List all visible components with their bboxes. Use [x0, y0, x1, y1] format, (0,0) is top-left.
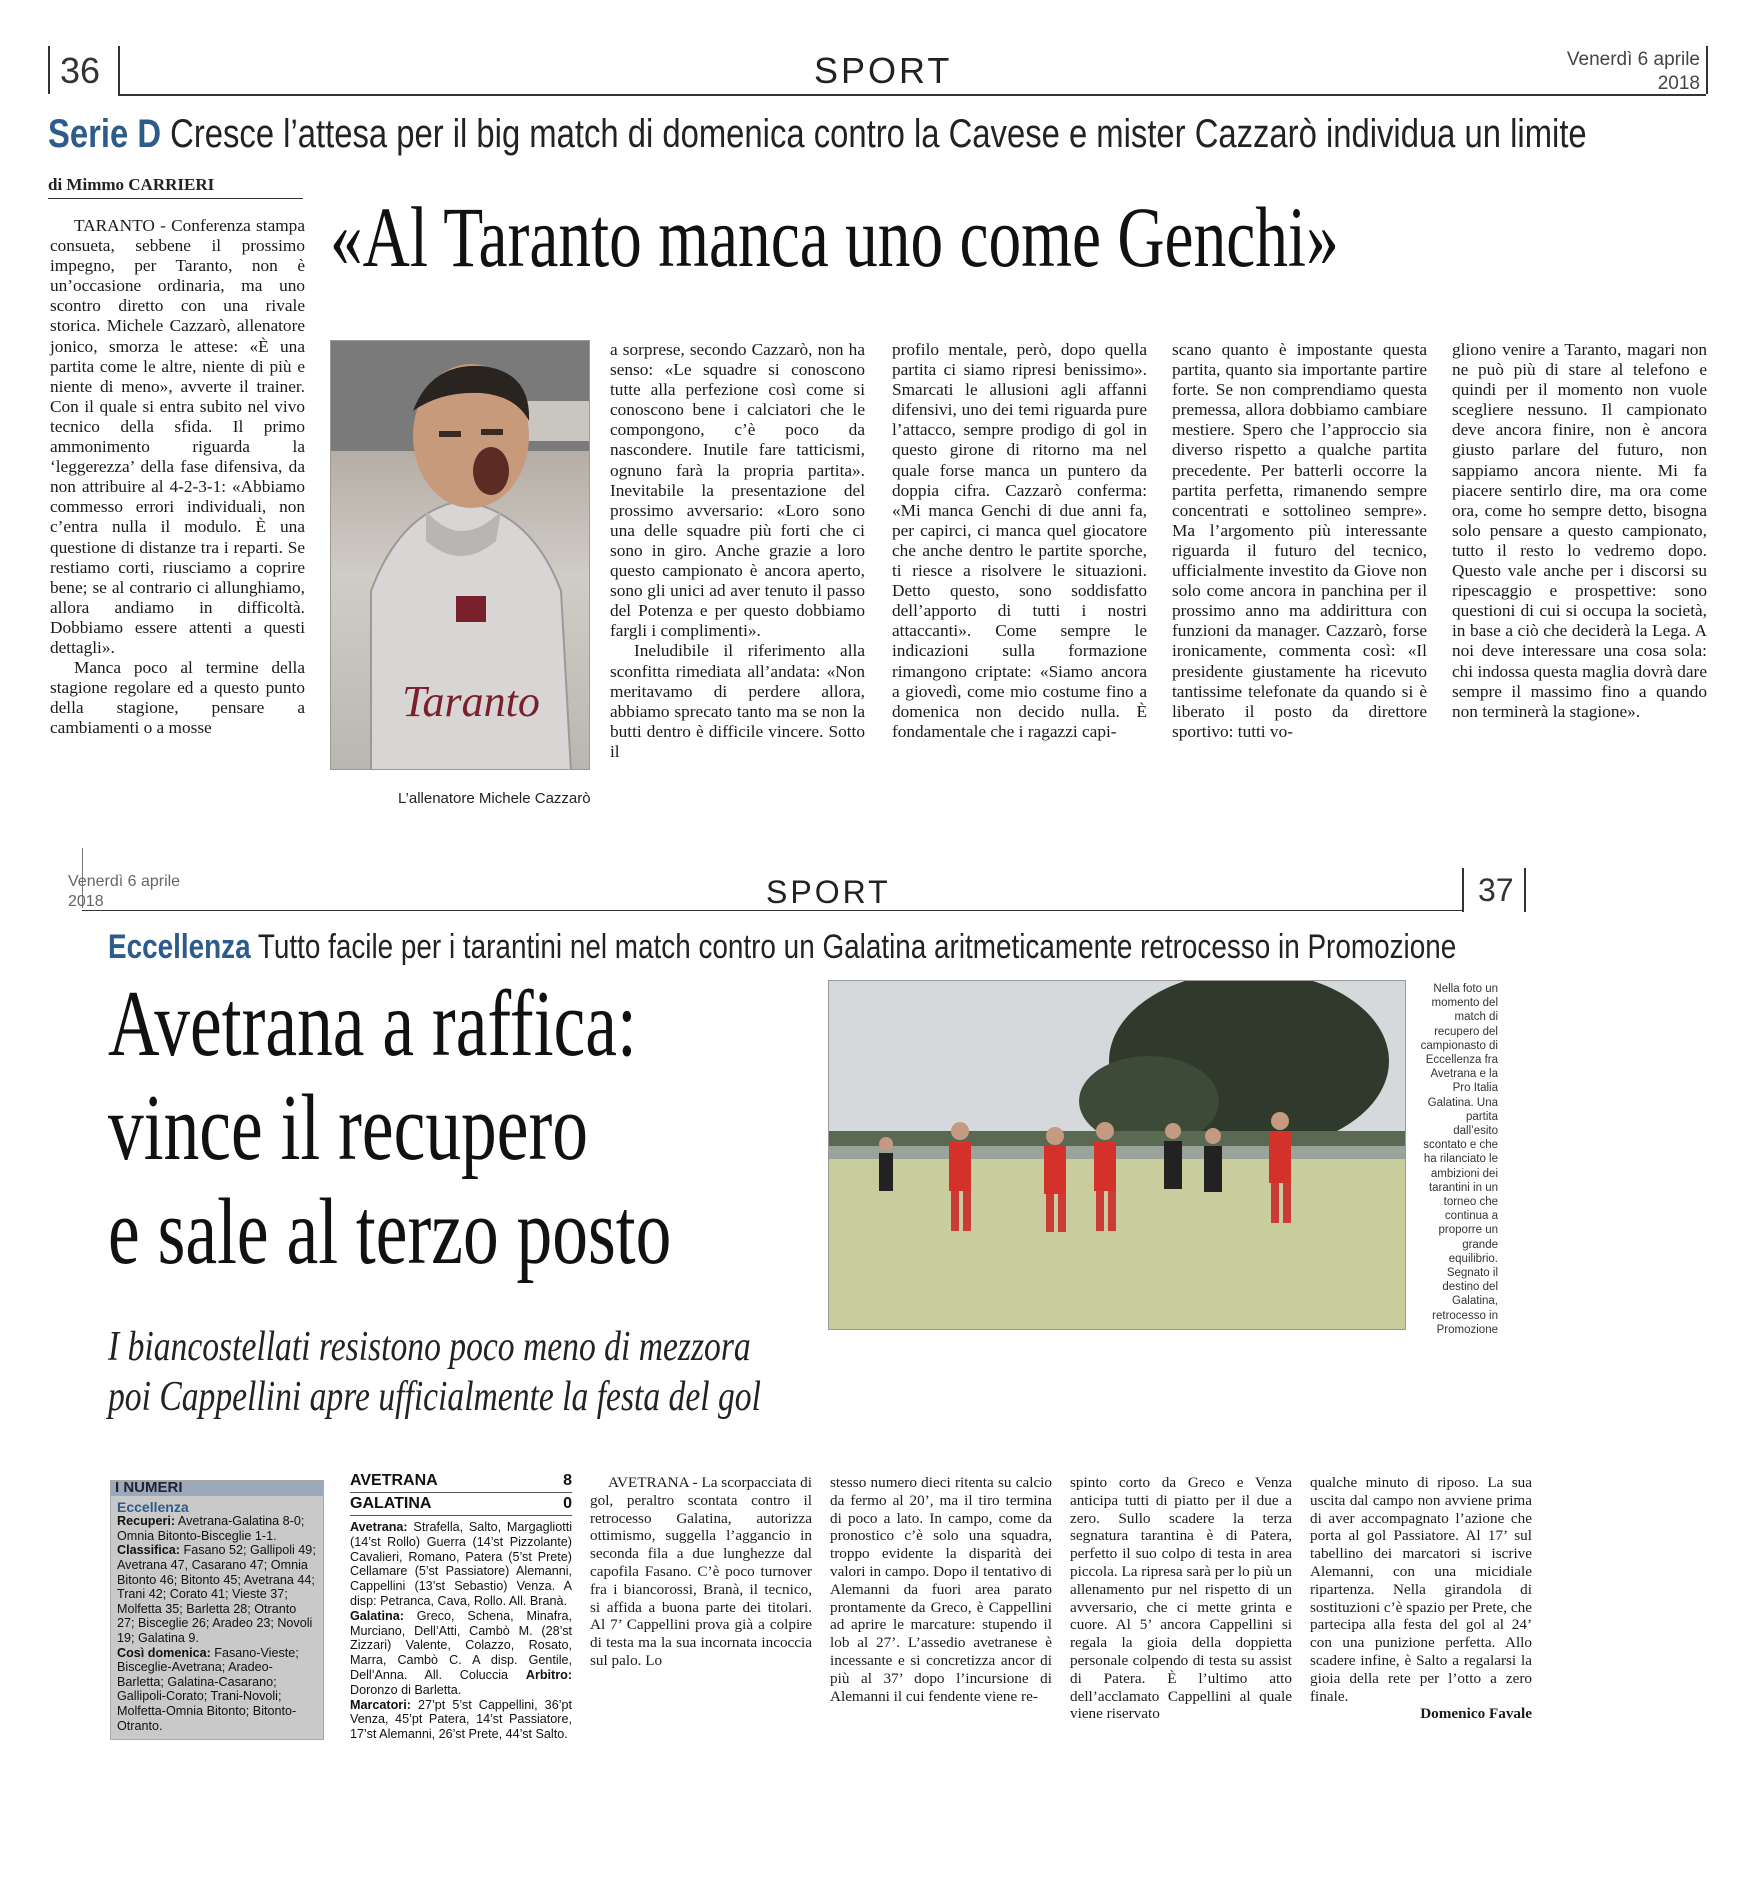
paragraph: profilo mentale, però, dopo quella partita ci siamo ripresi benissimo». Smarcati le allusioni agli affanni difensivi, uno dei temi riguarda pure l’attacco, sempre prodigo di gol in questo girone di ritorno ma nel quale forse manca un puntero da doppia cifra. Cazzarò conferma: «Mi manca Genchi di due anni fa, per capirci, ci manca quel giocatore che anche dentro le partite sporche, ti riesce a risolvere le situazioni. Detto questo, sono soddisfatto dell’apporto di tutti i nostri attaccanti». Come sempre le indicazioni sulla formazione rimangono criptate: «Siamo ancora a giovedì, come mio costume fino a domenica non decido nulla. È fondamentale che i ragazzi capi- — [892, 340, 1147, 741]
lineup-text: Greco, Schena, Minafra, Murciano, Dell’Atti, Cambò M. (28’st Zizzari) Valente, Colazzo, Rosato, Marra, Cambò C. A disp. Gentile, Dell’Anna. All. Coluccia — [350, 1608, 573, 1682]
paragraph: gliono venire a Taranto, magari non ne può più di stare al telefono e quindi per il momento non vuole scegliere nessuno. Il campionato deve ancora finire, non è ancora giusto parlare del futuro, non sappiamo ancora niente. Mi fa piacere sentirlo dire, ma ora come ora, come ho sempre detto, bisogna solo pensare a questo campionato, tutto il resto lo vedremo dopo. Questo vale anche per i discorsi su ripescaggio e prospettive: sono questioni di cui si occupa la società, in base a ciò che deciderà la Lega. A noi deve interessare una cosa sola: chi indossa questa maglia dovrà dare sempre il massimo fino a quando non terminerà la stagione». — [1452, 340, 1707, 721]
section-logo: SPORT — [766, 874, 891, 910]
stats-domenica — [117, 1646, 317, 1734]
photo-caption: Nella foto un momento del match di recupero del campionasto di Eccellenza fra Avetrana e la Pro Italia Galatina. Una partita dall’esito scontato e che ha rilanciato le ambizioni dei tarantini in un torneo che continua a proporre un grande equilibrio. Segnato il destino del Galatina, retrocesso in Promozione — [1420, 983, 1498, 1336]
page-number: 36 — [60, 50, 101, 91]
scorers — [350, 1698, 572, 1742]
kicker — [108, 928, 1456, 967]
kicker-tag: Eccellenza — [108, 928, 251, 966]
shirt-lettering: Taranto — [402, 677, 540, 726]
header-divider — [1706, 46, 1708, 94]
stats-label: Così domenica: — [117, 1645, 211, 1660]
page-number: 37 — [1478, 872, 1514, 908]
headline-line: vince il recupero — [108, 1076, 588, 1180]
issue-date-day: Venerdì 6 aprile — [68, 873, 181, 890]
article-column-4 — [1172, 340, 1427, 742]
lineup-text: Strafella, Salto, Margagliotti (14’st Rollo) Guerra (14’st Pizzolante) Cavalieri, Romano, Patera (5’st Prete) Cellamare (5’st Passiatore) Alemanni, Cappellini (13’st Sebastio) Venza. A disp: Petranca, Cava, Rollo. All. Branà. — [350, 1520, 573, 1608]
signature: Domenico Favale — [1420, 1705, 1532, 1723]
paragraph: a sorprese, secondo Cazzarò, non ha senso: «Le squadre si conoscono tutte alla perfezione così come si conoscono bene i calciatori che le compongono, c’è poco da nascondere. Inutile fare tatticismi, ognuno farà la propria partita». Inevitabile la presentazione del prossimo avversario: «Loro sono una delle squadre più forti che ci sono in giro. Anche grazie a loro questo campionato è ancora aperto, sono gli unici ad aver tenuto il passo del Potenza e per questo dobbiamo fargli i complimenti». — [610, 340, 865, 641]
scorecard — [350, 1470, 572, 1742]
stats-classifica — [117, 1543, 317, 1645]
subheadline — [108, 1322, 761, 1422]
scorers-label: Marcatori: — [350, 1697, 411, 1712]
kicker-text: Cresce l’attesa per il big match di domenica contro la Cavese e mister Cazzarò individua un limite — [170, 112, 1587, 156]
stats-label: Recuperi: — [117, 1514, 176, 1529]
kicker-text: Tutto facile per i tarantini nel match contro un Galatina aritmeticamente retrocesso in Promozione — [257, 928, 1457, 966]
team-score: 8 — [563, 1472, 572, 1489]
stats-box-section: Eccellenza — [117, 1498, 189, 1515]
lineup-label: Galatina: — [350, 1608, 404, 1623]
header-rule — [118, 94, 1706, 96]
stats-value: Avetrana-Galatina 8-0; Omnia Bitonto-Bisceglie 1-1. — [117, 1514, 305, 1543]
header-divider — [1524, 868, 1526, 912]
header-divider — [118, 46, 120, 94]
paragraph: spinto corto da Greco e Venza anticipa tutti di piatto per il due a zero. Sullo scadere la terza segnatura tarantina è di Patera, perfetto il suo colpo di testa in area piccola. La ripresa sarà per lo più un allenamento pur nel rispetto di un avversario, che ci mette grinta e cuore. Al 5’ ancora Cappellini si regala la gioia della doppietta personale colpendo di testa su assist di Patera. È l’ultimo atto dell’acclamato Cappellini al quale viene riservato — [1070, 1474, 1292, 1723]
team-score: 0 — [563, 1495, 572, 1512]
article-column-3 — [1070, 1474, 1292, 1723]
issue-date-day: Venerdì 6 aprile — [1566, 49, 1700, 70]
article-column-1 — [590, 1474, 812, 1670]
team-name: GALATINA — [350, 1495, 432, 1512]
section-logo: SPORT — [814, 50, 953, 91]
paragraph: scano quanto è impostante questa partita, quanto sia importante partire forte. Se non comprendiamo questa premessa, allora dobbiamo cambiare mestiere. Spero che l’approccio sia diverso rispetto a qualche partita precedente. Per batterli occorre la partita perfetta, rimanendo sempre concentrati e sottolineo sempre». Ma l’argomento più interessante riguarda il futuro del tecnico, ufficialmente investito da Giove non solo come ancora in panchina per il prossimo anno ma addirittura con funzioni da manager. Cazzarò, forse ironicamente, commenta così: «Il presidente giustamente ha ricevuto tantissime telefonate da quando si è liberato il posto da direttore sportivo: tutti vo- — [1172, 340, 1427, 741]
byline-rule — [48, 198, 303, 199]
team-row-home — [350, 1470, 572, 1493]
kicker — [48, 112, 1587, 157]
headline: «Al Taranto manca uno come Genchi» — [330, 189, 1339, 285]
kicker-tag: Serie D — [48, 112, 162, 156]
article-column-1 — [50, 216, 305, 738]
header-divider — [1462, 868, 1464, 912]
paragraph: AVETRANA - La scorpacciata di gol, peraltro scontata contro il retrocesso Galatina, autorizza ottimismo, suggella l’aggancio in seconda fila a due lunghezze dal capofila Fasano. C’è poco turnover fra i biancorossi, Branà, il tecnico, si affida a buona parte dei titolari. Al 7’ Cappellini prova già a colpire di testa ma la sua incornata incoccia sul palo. Lo — [590, 1474, 812, 1669]
match-illustration — [829, 981, 1406, 1330]
match-photo — [828, 980, 1406, 1330]
paragraph: Manca poco al termine della stagione regolare ed a questo punto della stagione, pensare a cambiamenti o a mosse — [50, 658, 305, 738]
stats-recuperi — [117, 1514, 317, 1543]
scorers-text: 27’pt 5’st Cappellini, 36’pt Venza, 45’pt Patera, 14’st Passiatore, 17’st Alemanni, 26’st Prete, 44’st Salto. — [350, 1697, 572, 1742]
article-column-2 — [830, 1474, 1052, 1705]
stats-label: Classifica: — [117, 1543, 180, 1558]
headline-line: Avetrana a raffica: — [108, 972, 637, 1076]
coach-illustration — [331, 341, 590, 770]
article-column-3 — [892, 340, 1147, 742]
stats-value: Fasano-Vieste; Bisceglie-Avetrana; Aradeo-Barletta; Galatina-Casarano; Gallipoli-Corato; Trani-Novoli; Molfetta-Omnia Bitonto; Bitonto-Otranto. — [117, 1645, 299, 1733]
team-row-away — [350, 1493, 572, 1516]
lineup-label: Avetrana: — [350, 1520, 408, 1534]
paragraph: Ineludibile il riferimento alla sconfitta rimediata all’andata: «Non meritavamo di perdere allora, abbiamo sprecato tanto ma se non la butti dentro è difficile vincere. Sotto il — [610, 641, 865, 761]
paragraph: qualche minuto di riposo. La sua uscita dal campo non avviene prima di aver accompagnato l’azione che porta al gol Passiatore. Al 17’ sul tabellino dei marcatori si iscrive Alemanni, con una micidiale ripartenza. Nella girandola di sostituzioni c’è spazio per Prete, che partecipa alla festa del gol al 24’ con una punizione perfetta. Allo scadere infine, è Salto a regalarsi la gioia della rete per l’otto a zero finale. — [1310, 1474, 1532, 1705]
header-divider — [48, 46, 50, 94]
byline: di Mimmo CARRIERI — [48, 175, 215, 194]
stats-box — [110, 1480, 324, 1740]
headline — [108, 972, 671, 1284]
headline-line: e sale al terzo posto — [108, 1180, 672, 1284]
subheadline-line: I biancostellati resistono poco meno di mezzora — [108, 1324, 751, 1370]
issue-date-year: 2018 — [68, 893, 104, 910]
paragraph: TARANTO - Conferenza stampa consueta, sebbene il prossimo impegno, per Taranto, non è un’occasione ordinaria, ma uno scontro diretto con una rivale storica. Michele Cazzarò, allenatore jonico, smorza le attese: «È una partita come le altre, niente di più e niente di meno», avverte il trainer. Con il quale si entra subito nel vivo tecnico della sfida. Il primo ammonimento riguarda la ‘leggerezza’ della fase difensiva, da non attribuire al 4-2-3-1: «Abbiamo commesso errori individuali, non c’entra nulla il modulo. È una questione di distanze tra i reparti. Se restiamo corti, riusciamo a coprire bene; se al contrario ci allunghiamo, allora andiamo in difficoltà. Dobbiamo essere attenti a questi dettagli». — [50, 216, 305, 657]
issue-date — [1480, 48, 1700, 96]
paragraph: stesso numero dieci ritenta su calcio da fermo al 20’, ma il tiro termina di poco a lato. In campo, come da pronostico c’è solo una squadra, troppo evidente la disparità dei valori in campo. Dopo il tentativo di Alemanni da fuori area parato prontamente da Greco, è Cappellini ad aprire le marcature: stupendo il lob al 27’. L’assedio avetranese è incessante e si concretizza ancor di più al 37’ dopo l’incursione di Alemanni il cui fendente viene re- — [830, 1474, 1052, 1705]
article-column-4 — [1310, 1474, 1532, 1723]
article-column-5 — [1452, 340, 1707, 722]
coach-photo — [330, 340, 590, 770]
article-column-2 — [610, 340, 865, 762]
referee-text: Doronzo di Barletta. — [350, 1682, 462, 1697]
referee-label: Arbitro: — [525, 1667, 573, 1682]
photo-caption: L’allenatore Michele Cazzarò — [398, 790, 591, 807]
lineup-home — [350, 1520, 572, 1609]
issue-date — [68, 872, 258, 912]
lineup-away — [350, 1609, 572, 1698]
stats-value: Fasano 52; Gallipoli 49; Avetrana 47, Casarano 47; Omnia Bitonto 46; Bitonto 45; Avetrana 44; Trani 42; Corato 41; Vieste 37; Molfetta 35; Barletta 28; Otranto 27; Bisceglie 26; Aradeo 23; Novoli 19; Galatina 9. — [117, 1543, 316, 1645]
subheadline-line: poi Cappellini apre ufficialmente la festa del gol — [108, 1374, 761, 1420]
header-rule — [82, 910, 1462, 911]
issue-date-year: 2018 — [1657, 73, 1700, 94]
stats-box-title: I NUMERI — [111, 1481, 323, 1496]
team-name: AVETRANA — [350, 1472, 438, 1489]
